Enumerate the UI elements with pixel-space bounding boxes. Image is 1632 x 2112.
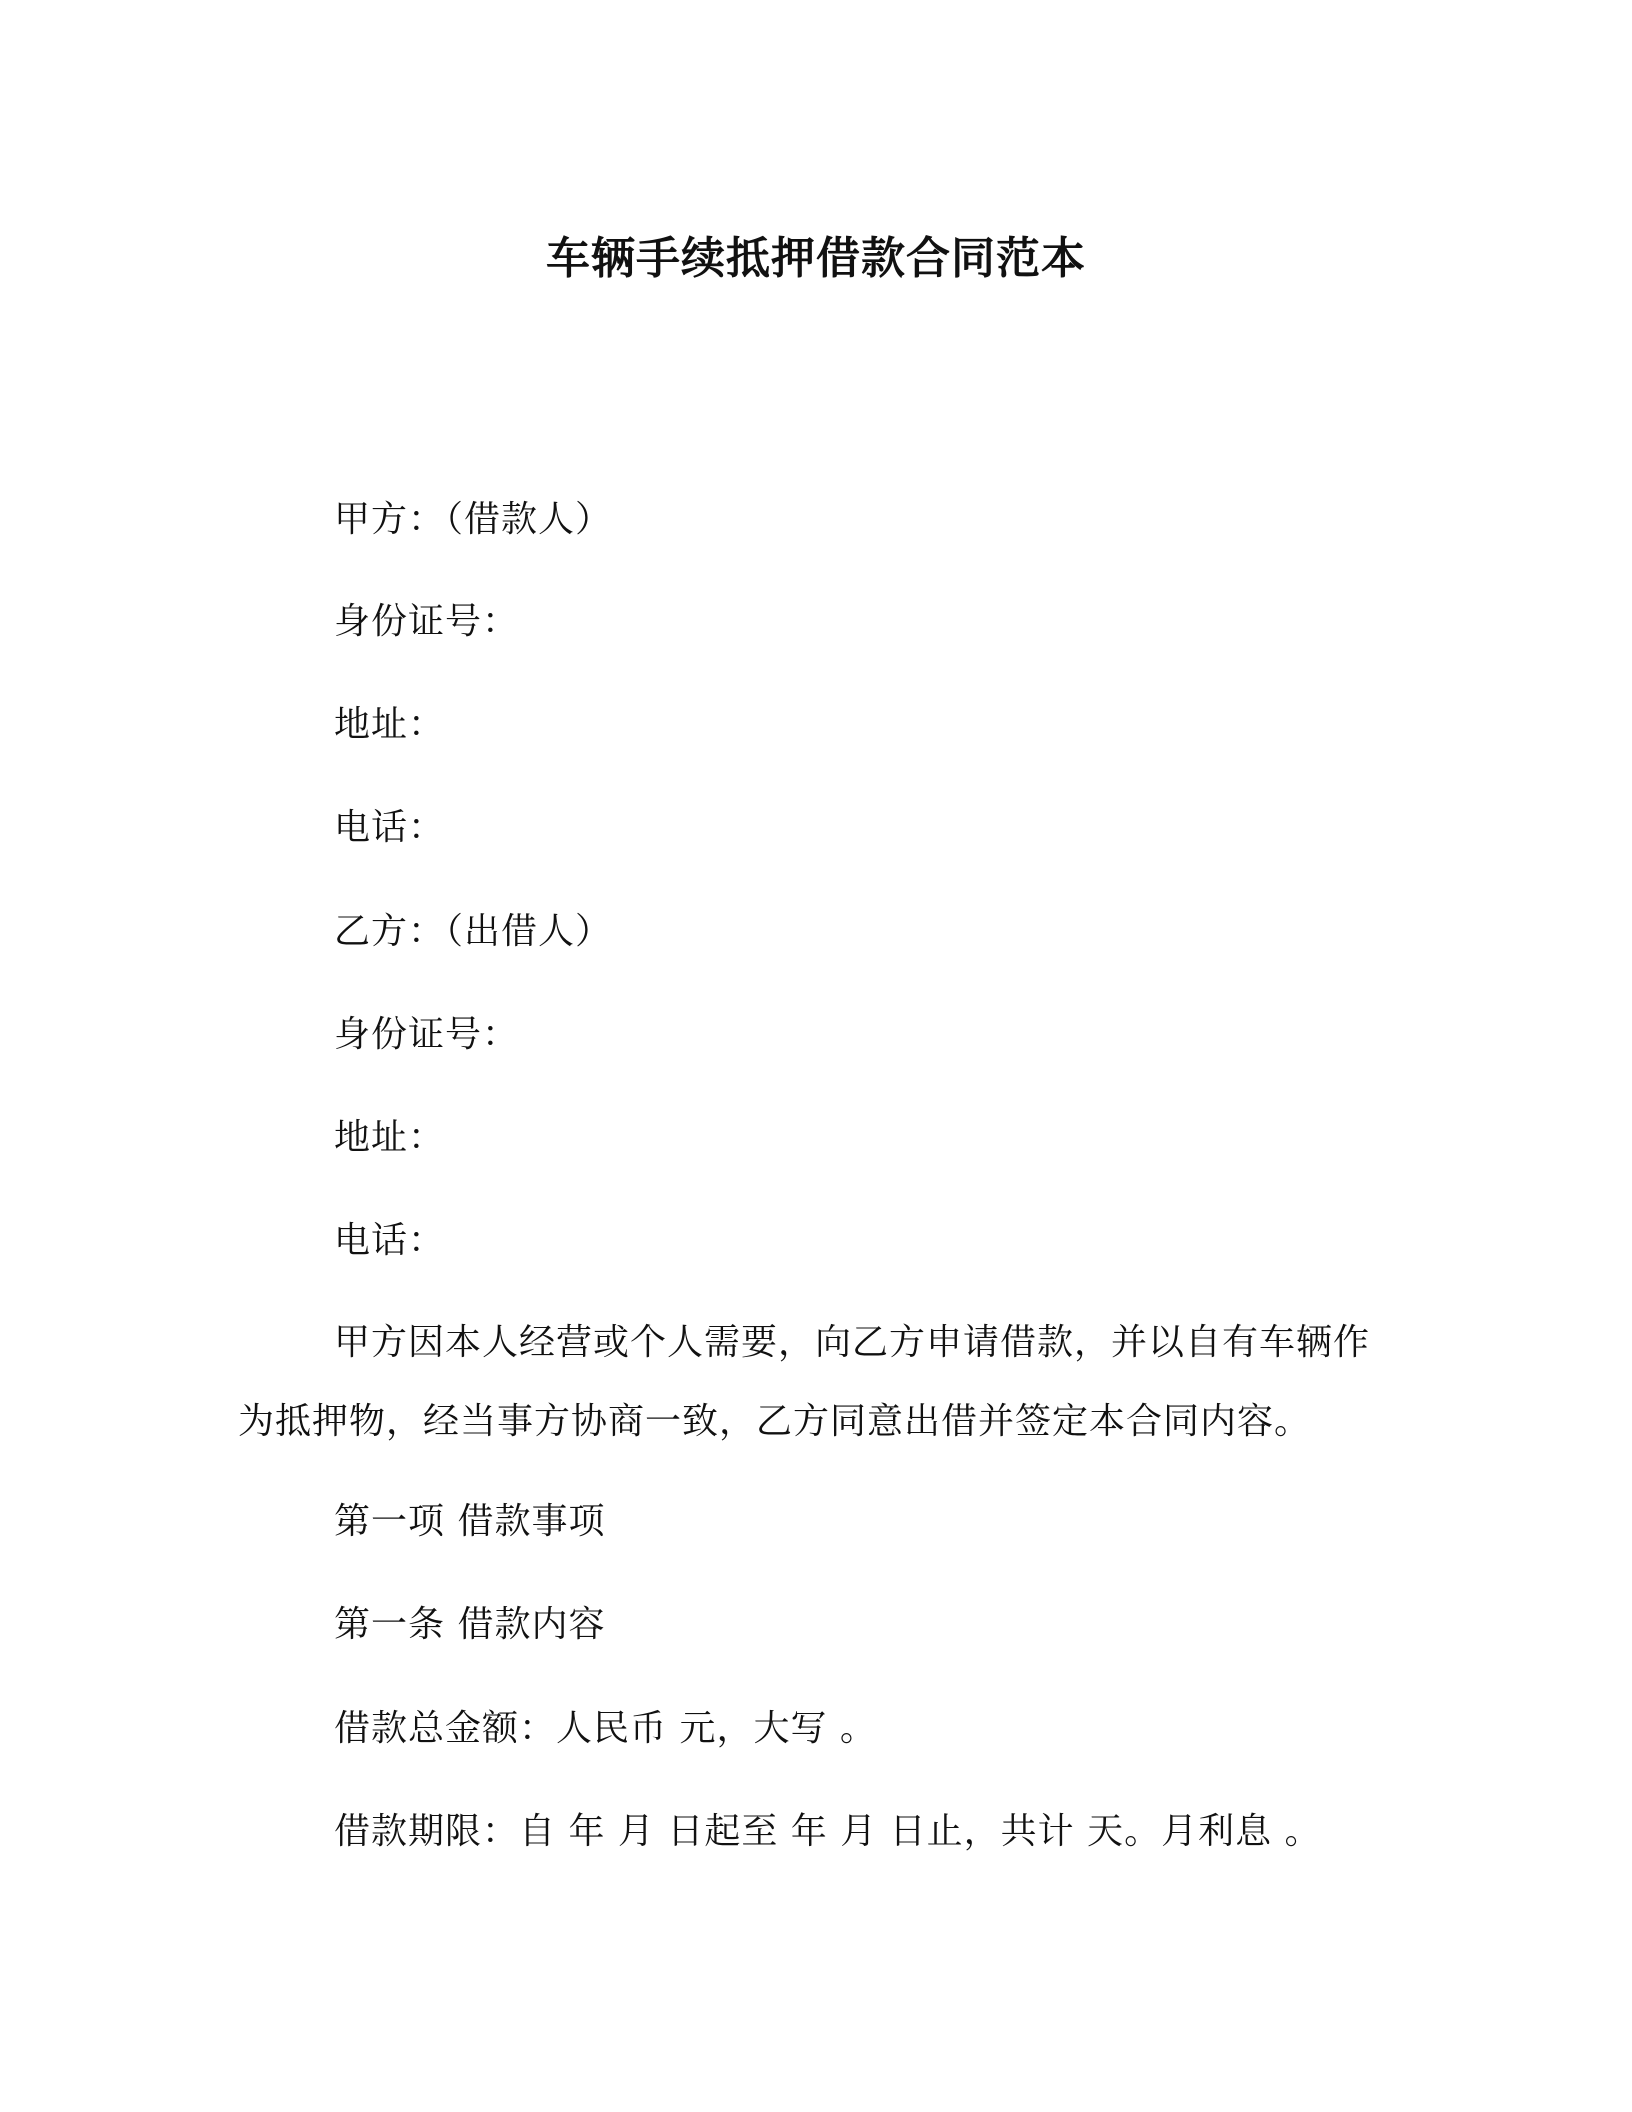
party-b-address-label: 地址： (334, 1117, 446, 1158)
party-b-heading: 乙方：（出借人） (334, 911, 613, 952)
preamble-line-2: 为抵押物，经当事方协商一致，乙方同意出借并签定本合同内容。 (238, 1401, 1312, 1442)
article-1-heading: 第一条 借款内容 (334, 1604, 606, 1645)
document-title: 车辆手续抵押借款合同范本 (546, 233, 1086, 284)
party-b-phone-label: 电话： (334, 1220, 446, 1261)
loan-term-line: 借款期限：自 年 月 日起至 年 月 日止，共计 天。月利息 。 (334, 1811, 1322, 1852)
party-a-phone-label: 电话： (334, 807, 446, 848)
party-b-id-label: 身份证号： (334, 1014, 520, 1055)
loan-amount-line: 借款总金额：人民币 元，大写 。 (334, 1708, 877, 1749)
party-a-heading: 甲方：（借款人） (334, 499, 613, 540)
section-1-heading: 第一项 借款事项 (334, 1501, 606, 1542)
preamble-line-1: 甲方因本人经营或个人需要，向乙方申请借款，并以自有车辆作 (334, 1322, 1371, 1363)
party-a-address-label: 地址： (334, 704, 446, 745)
party-a-id-label: 身份证号： (334, 601, 520, 642)
